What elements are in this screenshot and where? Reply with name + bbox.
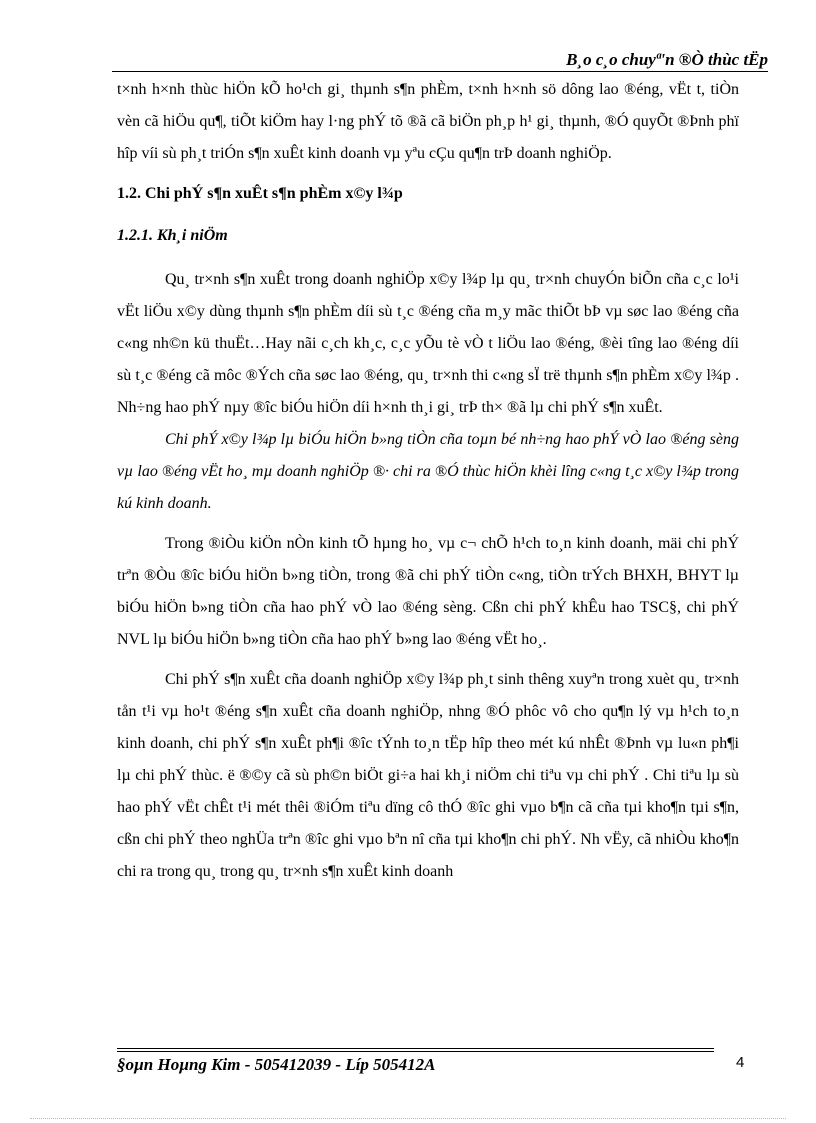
page-edge-dotted-line bbox=[30, 1118, 786, 1119]
definition-paragraph: Chi phÝ x©y l¾p lµ biÓu hiÖn b»ng tiÒn cña toµn bé nh÷ng hao phÝ vÒ lao ®éng sèng vµ lao ®éng vËt ho¸ mµ doanh nghiÖp ®· chi ra ®Ó thùc hiÖn khèi lîng c«ng t¸c x©y l¾p trong kú kinh doanh. bbox=[117, 431, 739, 512]
section-heading: 1.2. Chi phÝ s¶n xuÊt s¶n phÈm x©y l¾p bbox=[117, 185, 403, 202]
footer-author: §oµn Hoµng Kim - 505412039 - Líp 505412A bbox=[117, 1055, 436, 1074]
spacer bbox=[117, 656, 739, 664]
paragraph-1: t×nh h×nh thùc hiÖn kÕ ho¹ch gi¸ thµnh s¶n phÈm, t×nh h×nh sö dông lao ®éng, vËt t, tiÒn vèn cã hiÖu qu¶, tiÕt kiÖm hay l·ng phÝ tõ ®ã cã biÖn ph¸p h¹ gi¸ thµnh, ®Ó quyÕt ®Þnh phï hîp víi sù ph¸t triÓn s¶n xuÊt kinh doanh vµ yªu cÇu qu¶n trÞ doanh nghiÖp. bbox=[117, 81, 739, 162]
spacer bbox=[117, 520, 739, 528]
paragraph-4: Trong ®iÒu kiÖn nÒn kinh tÕ hµng ho¸ vµ c¬ chÕ h¹ch to¸n kinh doanh, mäi chi phÝ trªn ®Òu ®îc biÓu hiÖn b»ng tiÒn, trong ®ã chi phÝ tiÒn c«ng, tiÒn trÝch BHXH, BHYT lµ biÓu hiÖn b»ng tiÒn cña hao phÝ vÒ lao ®éng sèng. Cßn chi phÝ khÊu hao TSC§, chi phÝ NVL lµ biÓu hiÖn b»ng tiÒn cña hao phÝ b»ng lao ®éng vËt ho¸. bbox=[117, 535, 739, 648]
paragraph-2: Qu¸ tr×nh s¶n xuÊt trong doanh nghiÖp x©y l¾p lµ qu¸ tr×nh chuyÓn biÕn cña c¸c lo¹i vËt liÖu x©y dùng thµnh s¶n phÈm díi sù t¸c ®éng cña m¸y mãc thiÕt bÞ vµ søc lao ®éng cña c«ng nh©n kü thuËt…Hay nãi c¸ch kh¸c, c¸c yÕu tè vÒ t liÖu lao ®éng, ®èi tîng lao ®éng díi sù t¸c ®éng cã môc ®Ých cña søc lao ®éng, qu¸ tr×nh thi c«ng sÏ trë thµnh s¶n phÈm x©y l¾p . Nh÷ng hao phÝ nµy ®îc biÓu hiÖn díi h×nh th¸i gi¸ trÞ th× ®ã lµ chi phÝ s¶n xuÊt. bbox=[117, 271, 739, 416]
body-content bbox=[117, 74, 739, 888]
running-header-title: B¸o c¸o chuyª'n ®Ò thùc tËp bbox=[566, 50, 768, 69]
header-rule bbox=[112, 71, 768, 72]
footer-rule-double bbox=[117, 1051, 714, 1052]
paragraph-5: Chi phÝ s¶n xuÊt cña doanh nghiÖp x©y l¾p ph¸t sinh thêng xuyªn trong xuèt qu¸ tr×nh tån t¹i vµ ho¹t ®éng s¶n xuÊt cña doanh nghiÖp, nhng ®Ó phôc vô cho qu¶n lý vµ h¹ch to¸n kinh doanh, chi phÝ s¶n xuÊt ph¶i ®îc tÝnh to¸n tËp hîp theo mét kú nhÊt ®Þnh vµ lu«n ph¶i lµ chi phÝ thùc. ë ®©y cã sù ph©n biÖt gi÷a hai kh¸i niÖm chi tiªu vµ chi phÝ . Chi tiªu lµ sù hao phÝ vËt chÊt t¹i mét thêi ®iÓm tiªu dïng cô thÓ ®îc ghi vµo b¶n cã cña tµi kho¶n tµi s¶n, cßn chi phÝ theo nghÜa trªn ®îc ghi vµo bªn nî cña tµi kho¶n chi phÝ. Nh vËy, cã nhiÒu kho¶n chi ra trong qu¸ trong qu¸ tr×nh s¶n xuÊt kinh doanh bbox=[117, 671, 739, 880]
page-number: 4 bbox=[736, 1054, 745, 1071]
subsection-heading: 1.2.1. Kh¸i niÖm bbox=[117, 227, 228, 244]
footer-rule bbox=[117, 1048, 714, 1049]
spacer bbox=[117, 170, 739, 178]
